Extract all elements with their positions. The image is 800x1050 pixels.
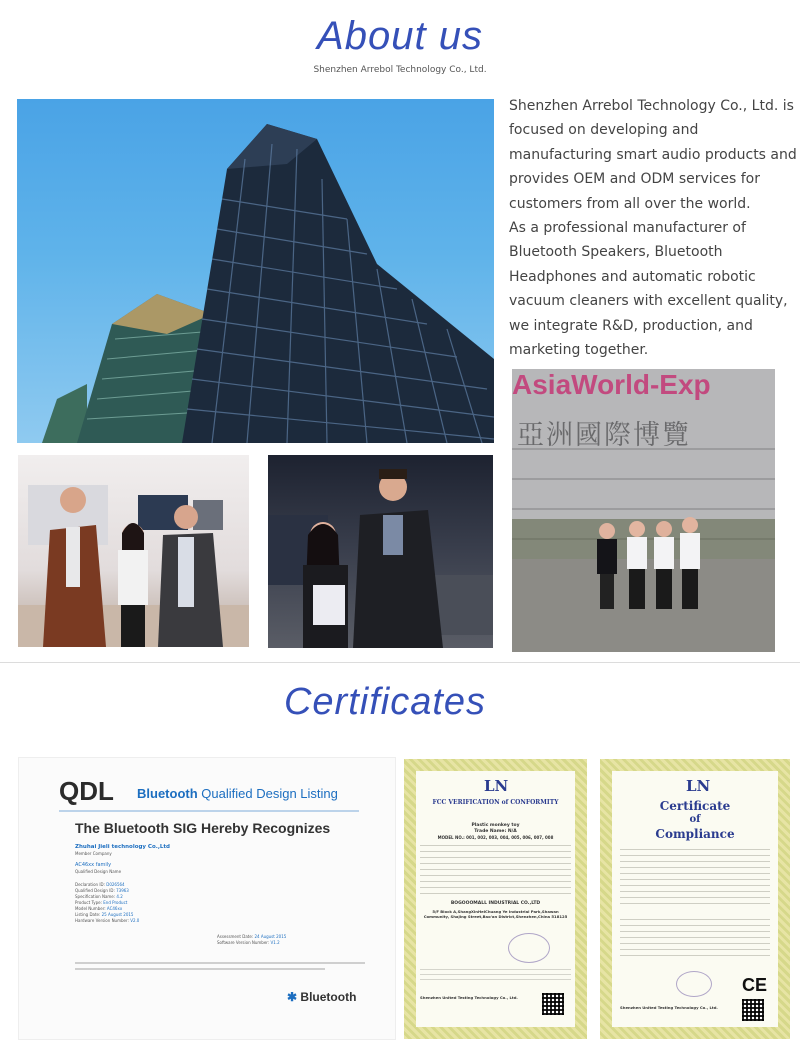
certificates-title: Certificates	[283, 681, 487, 723]
fcc-qr-code	[542, 993, 564, 1015]
ce-title-2: of	[689, 814, 701, 825]
about-paragraph-2: As a professional manufacturer of Bluetooth Speakers, Bluetooth Headphones and automatic robotic vacuum cleaners with excellent quality, we integrate R&D, production, and marketing together.	[509, 220, 788, 359]
fcc-model: MODEL NO.: 001, 002, 003, 004, 005, 006, 007, 008	[437, 835, 554, 840]
ce-title-1: Certificate	[659, 799, 731, 813]
qdl-design-family: AC46xx family	[75, 862, 112, 868]
qdl-footer-brand: Bluetooth	[300, 990, 357, 1004]
qdl-heading-rest: Qualified Design Listing	[201, 786, 338, 801]
asiaworld-expo-photo	[512, 369, 775, 652]
qdl-field-row: Hardware Version Number: V2.0	[75, 918, 140, 923]
fcc-address: 5/F Block A,ShangXinHeiChuang Ye Industrial Park,Shawan Community, Shajing Street,Bao'an District,Shenzhen,China 518125	[423, 909, 568, 919]
about-description	[509, 94, 799, 362]
showroom-illustration	[18, 455, 249, 647]
qdl-fields	[75, 882, 215, 924]
qdl-assessment: Assessment Date: 24 August 2015	[217, 934, 287, 939]
ce-mark: CE	[742, 975, 768, 995]
fcc-paper	[416, 771, 575, 1027]
qdl-footer-logo	[287, 990, 356, 1004]
qdl-fine-print	[75, 958, 365, 974]
section-divider	[0, 662, 800, 663]
ce-lab: Shenzhen United Testing Technology Co., Ltd.	[620, 1005, 718, 1010]
expo-sign-chinese: 亞洲國際博覽	[517, 420, 691, 451]
page-title: About us	[317, 14, 483, 58]
fcc-lab: Shenzhen United Testing Technology Co., Ltd.	[420, 995, 518, 1000]
qdl-member-company: Member Company	[75, 851, 112, 856]
bluetooth-qdl-certificate	[18, 757, 396, 1040]
ce-body-text	[620, 849, 770, 907]
qdl-field-row: Declaration ID: D026564	[75, 882, 125, 887]
qdl-company: Zhuhai Jieli technology Co.,Ltd	[75, 844, 170, 850]
qdl-field-row: Specification Name: 4.2	[75, 894, 123, 899]
qdl-field-row: Model Number: AC46xx	[75, 906, 123, 911]
ce-ln-logo: LN	[686, 777, 711, 795]
fcc-signature-lines	[420, 969, 571, 981]
fcc-body-text	[420, 845, 571, 895]
qdl-heading-brand: Bluetooth	[137, 786, 198, 801]
fcc-stamp	[508, 933, 550, 963]
exhibition-illustration	[268, 455, 493, 648]
fcc-title: FCC VERIFICATION of CONFORMITY	[432, 799, 559, 806]
qdl-rule	[59, 810, 359, 812]
qdl-design-name: Qualified Design Name	[75, 869, 122, 874]
team-photo-exhibition	[268, 455, 493, 648]
qdl-logo: QDL	[59, 776, 114, 806]
company-subtitle: Shenzhen Arrebol Technology Co., Ltd.	[313, 65, 487, 75]
qdl-software: Software Version Number: V1.2	[217, 940, 280, 945]
fcc-applicant: BOGOOOMALL INDUSTRIAL CO.,LTD	[450, 901, 541, 906]
bluetooth-icon: ✱	[287, 990, 298, 1004]
fcc-certificate	[404, 759, 587, 1039]
team-photo-showroom	[18, 455, 249, 647]
ce-standards-text	[620, 919, 770, 959]
ce-certificate	[600, 759, 790, 1039]
fcc-ln-logo: LN	[484, 777, 509, 795]
expo-sign-latin: AsiaWorld-Exp	[512, 369, 711, 400]
fcc-product: Plastic monkey toy	[471, 823, 520, 828]
expo-illustration	[512, 369, 775, 652]
qdl-recognizes: The Bluetooth SIG Hereby Recognizes	[75, 820, 331, 836]
ce-paper	[612, 771, 778, 1027]
ce-stamp	[676, 971, 712, 997]
qdl-field-row: Product Type: End Product	[75, 900, 128, 905]
building-illustration	[17, 99, 494, 443]
qdl-field-row: Listing Date: 25 August 2015	[75, 912, 134, 917]
qdl-field-row: Qualified Design ID: 73963	[75, 888, 129, 893]
qdl-heading	[137, 786, 338, 801]
office-building-photo	[17, 99, 494, 443]
ce-title-3: Compliance	[655, 827, 735, 841]
fcc-trade-name: Trade Name: N/A	[474, 829, 517, 834]
ce-qr-code	[742, 999, 764, 1021]
about-paragraph-1: Shenzhen Arrebol Technology Co., Ltd. is focused on developing and manufacturing smart audio products and provides OEM and ODM services for customers from all over the world.	[509, 98, 797, 212]
